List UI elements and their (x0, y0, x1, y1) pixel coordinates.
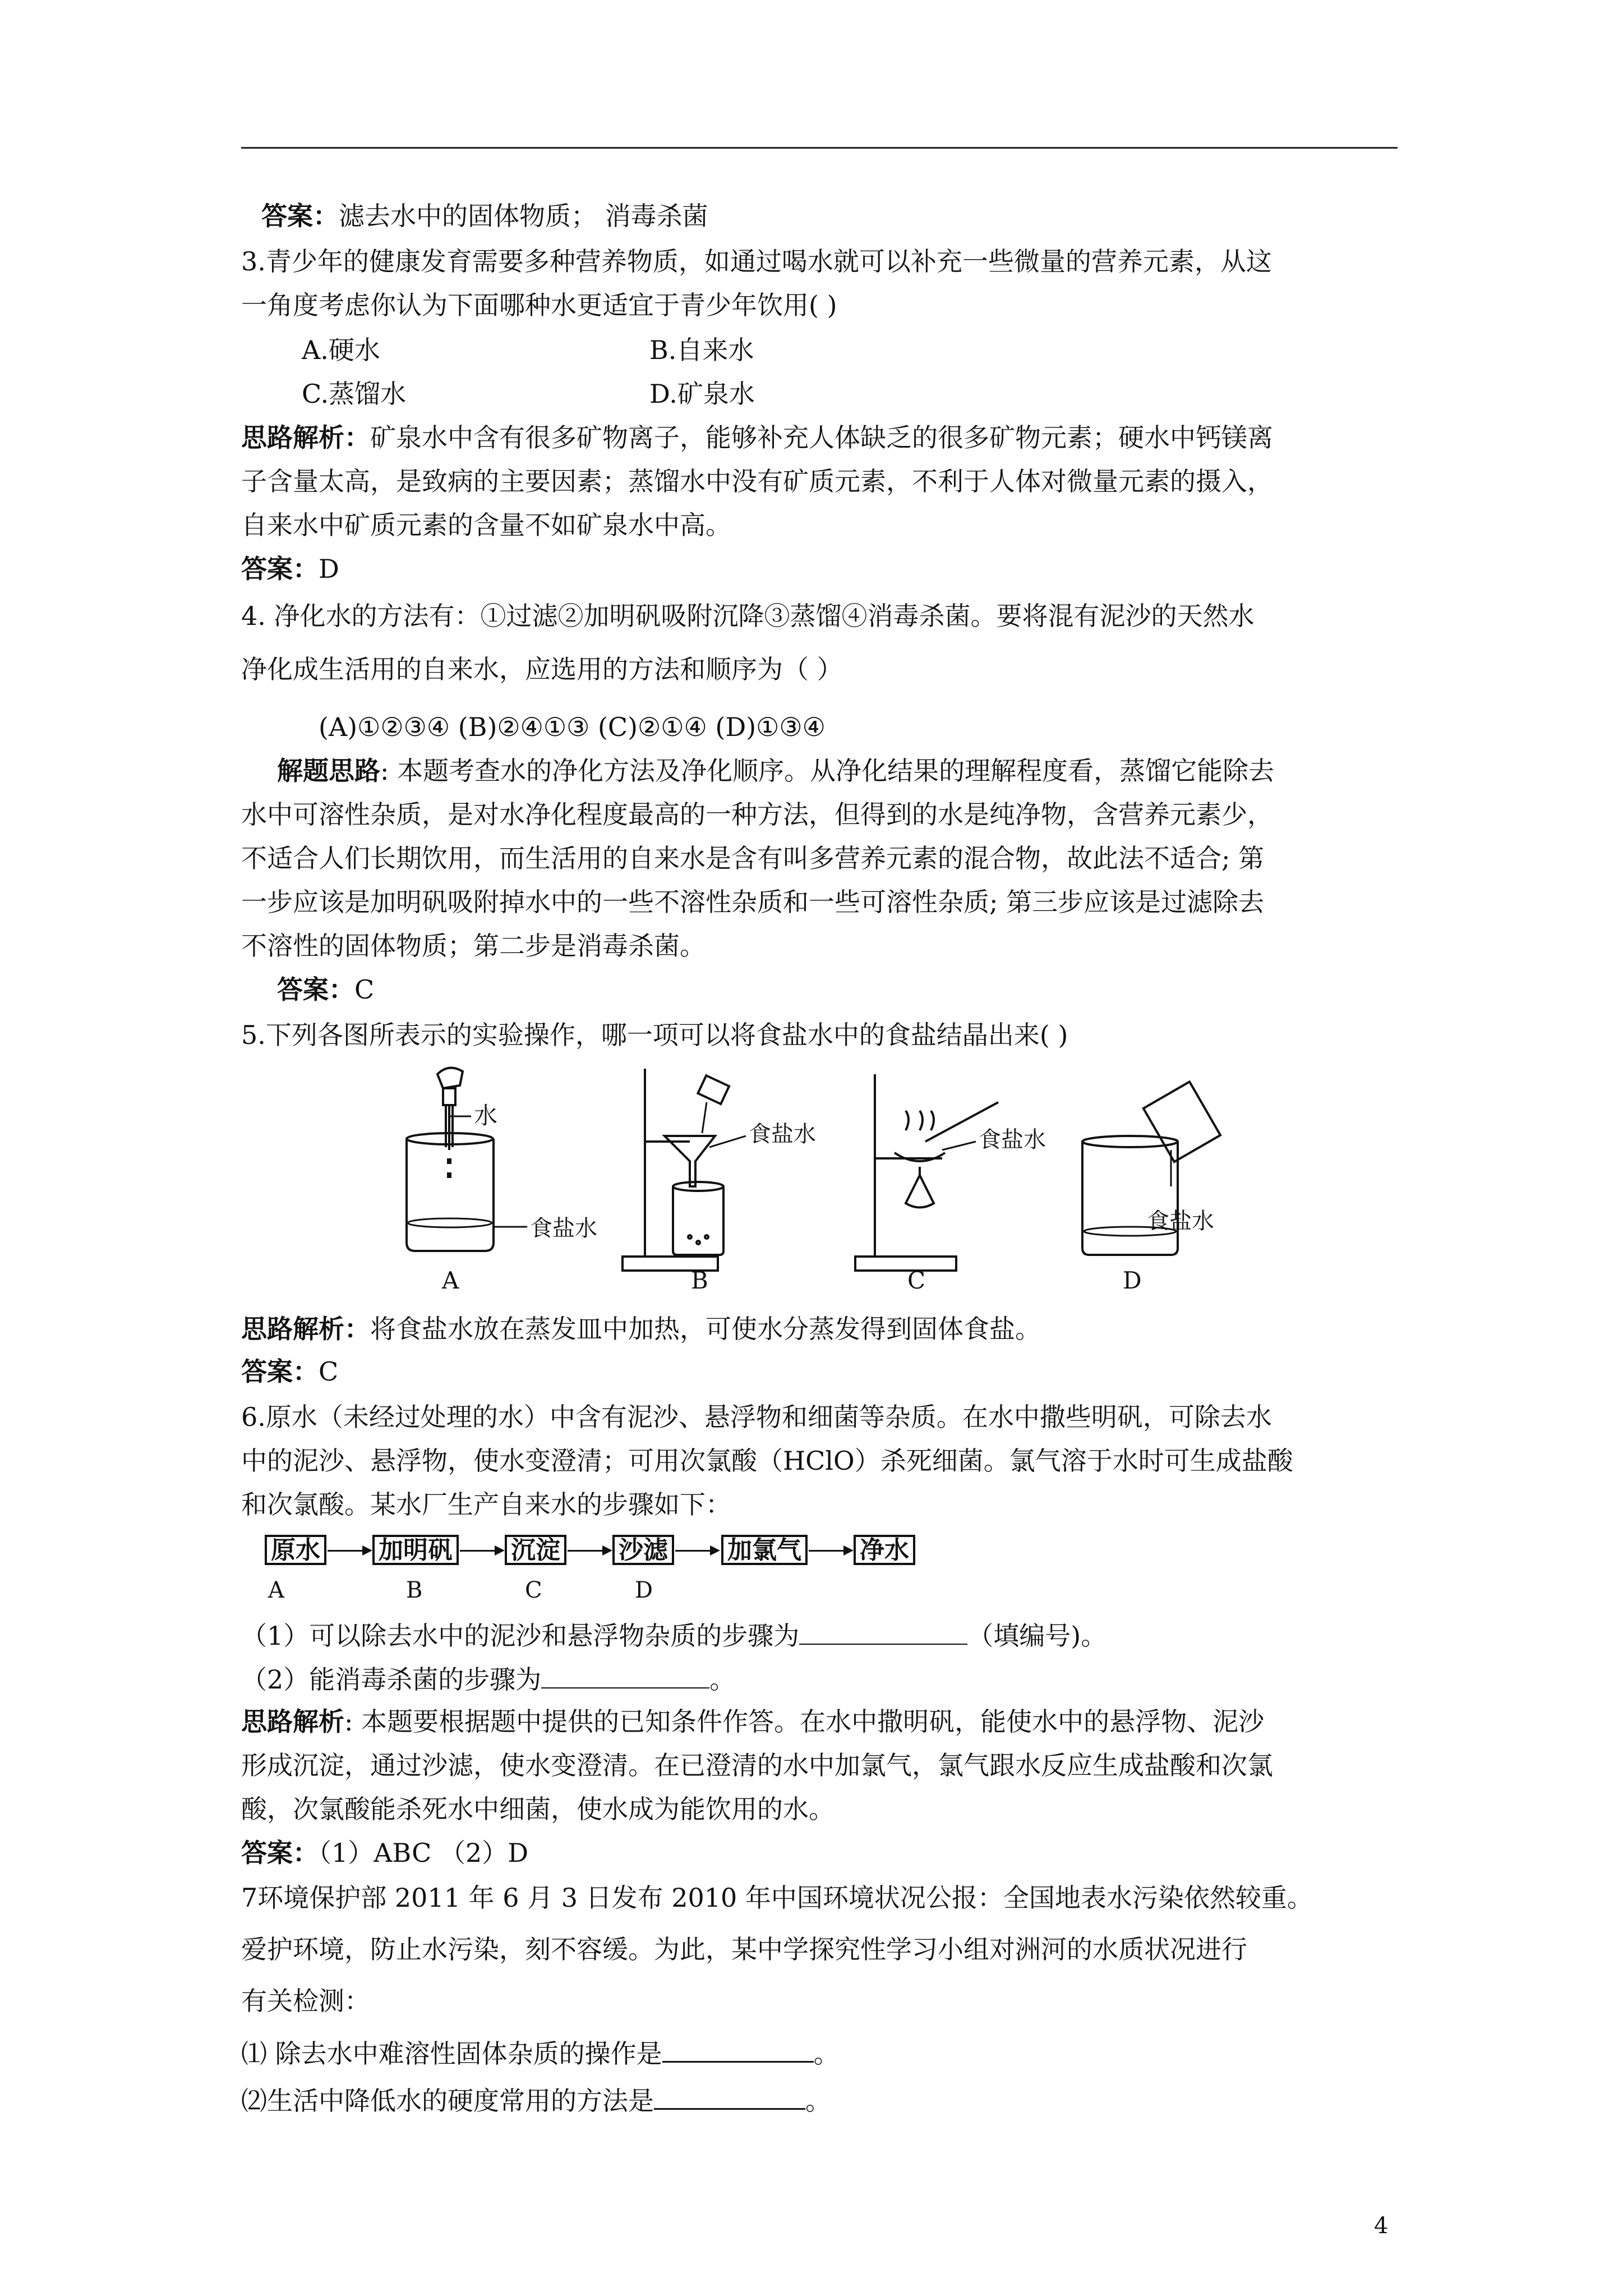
answer-blank[interactable] (541, 1665, 709, 1688)
answer-blank[interactable] (654, 2086, 805, 2110)
q4-analysis-line3: 不适合人们长期饮用，而生活用的自来水是含有叫多营养元素的混合物，故此法不适合; 第 (241, 843, 1265, 873)
figure-label-c: C (907, 1267, 926, 1293)
figure-a-water-label: 水 (474, 1102, 498, 1129)
q4-analysis-line2: 水中可溶性杂质，是对水净化程度最高的一种方法，但得到的水是纯净物，含营养元素少， (241, 799, 1273, 830)
q7-stem-line3: 有关检测： (241, 1986, 370, 2016)
q5-analysis: 思路解析：将食盐水放在蒸发皿中加热，可使水分蒸发得到固体食盐。 (241, 1314, 1041, 1344)
flow-arrow (809, 1550, 851, 1552)
q6-analysis-line1: 思路解析: 本题要根据题中提供的已知条件作答。在水中撒明矾，能使水中的悬浮物、泥沙 (241, 1706, 1265, 1737)
flow-arrow (328, 1550, 370, 1552)
figure-b-saltwater-label: 食盐水 (749, 1121, 816, 1147)
flow-step-settling: 沉淀 (505, 1535, 566, 1565)
q6-sub2: （2）能消毒杀菌的步骤为 。 (241, 1664, 736, 1695)
page-number: 4 (1374, 2213, 1389, 2239)
answer-blank[interactable] (662, 2039, 814, 2063)
figure-a-beaker (407, 1133, 494, 1251)
experiment-figure (359, 1057, 1234, 1293)
q3-answer: 答案：D (241, 554, 339, 584)
flow-label-c: C (525, 1577, 542, 1603)
figure-c-evaporation (855, 1074, 998, 1271)
q5-answer: 答案：C (241, 1356, 339, 1387)
q6-stem-line3: 和次氯酸。某水厂生产自来水的步骤如下： (241, 1489, 731, 1520)
flow-step-clean-water: 净水 (854, 1535, 915, 1565)
q4-stem-line2: 净化成生活用的自来水，应选用的方法和顺序为（ ） (241, 654, 843, 684)
q6-answer: 答案：（1）ABC （2）D (241, 1838, 529, 1868)
flow-step-add-alum: 加明矾 (372, 1535, 459, 1565)
q3-option-d: D.矿泉水 (649, 379, 755, 409)
header-rule (241, 147, 1398, 149)
q3-option-c: C.蒸馏水 (302, 379, 407, 409)
figure-label-a: A (442, 1267, 459, 1293)
flow-arrow (460, 1550, 502, 1552)
q4-analysis-line1: 解题思路: 本题考查水的净化方法及净化顺序。从净化结果的理解程度看，蒸馏它能除去 (277, 756, 1275, 786)
q7-sub1: ⑴ 除去水中难溶性固体杂质的操作是 。 (241, 2039, 840, 2069)
q5-stem: 5.下列各图所表示的实验操作，哪一项可以将食盐水中的食盐结晶出来( ) (241, 1020, 1068, 1050)
figure-d-saltwater-label: 食盐水 (1147, 1208, 1214, 1234)
q7-stem-line2: 爱护环境，防止水污染，刻不容缓。为此，某中学探究性学习小组对洲河的水质状况进行 (241, 1934, 1247, 1964)
q6-sub1: （1）可以除去水中的泥沙和悬浮物杂质的步骤为 （填编号)。 (241, 1621, 1107, 1651)
q3-analysis-line1: 思路解析：矿泉水中含有很多矿物离子，能够补充人体缺乏的很多矿物元素；硬水中钙镁离 (241, 422, 1273, 453)
flow-step-raw-water: 原水 (265, 1535, 326, 1565)
q4-analysis-line5: 不溶性的固体物质；第二步是消毒杀菌。 (241, 931, 706, 961)
flow-label-a: A (268, 1577, 284, 1603)
figure-a-saltwater-label: 食盐水 (530, 1216, 597, 1241)
q6-analysis-line2: 形成沉淀，通过沙滤，使水变澄清。在已澄清的水中加氯气，氯气跟水反应生成盐酸和次氯 (241, 1750, 1273, 1780)
q6-stem-line2: 中的泥沙、悬浮物，使水变澄清；可用次氯酸（HClO）杀死细菌。氯气溶于水时可生成盐酸 (241, 1446, 1293, 1476)
q4-analysis-line4: 一步应该是加明矾吸附掉水中的一些不溶性杂质和一些可溶性杂质; 第三步应该是过滤除去 (241, 887, 1265, 917)
flow-step-sand-filter: 沙滤 (612, 1535, 674, 1565)
figure-label-b: B (691, 1267, 708, 1293)
q3-option-b: B.自来水 (649, 335, 754, 365)
flow-step-add-chlorine: 加氯气 (721, 1535, 808, 1565)
flow-label-b: B (406, 1577, 423, 1603)
q3-option-a: A.硬水 (302, 335, 380, 365)
q4-stem-line1: 4. 净化水的方法有：①过滤②加明矾吸附沉降③蒸馏④消毒杀菌。要将混有泥沙的天然水 (241, 601, 1255, 631)
q7-stem-line1: 7环境保护部 2011 年 6 月 3 日发布 2010 年中国环境状况公报：全国地表水污染依然较重。 (241, 1883, 1313, 1913)
flow-label-d: D (635, 1577, 653, 1603)
flow-arrow (675, 1550, 718, 1552)
prev-answer: 答案：滤去水中的固体物质； 消毒杀菌 (261, 201, 708, 231)
flow-arrow (568, 1550, 610, 1552)
q7-sub2: ⑵生活中降低水的硬度常用的方法是 。 (241, 2086, 831, 2116)
figure-a-dropper (437, 1068, 463, 1178)
q4-options: (A)①②③④ (B)②④①③ (C)②①④ (D)①③④ (319, 712, 826, 742)
figure-c-saltwater-label: 食盐水 (979, 1127, 1046, 1153)
figure-b-stand (623, 1069, 729, 1271)
answer-blank[interactable] (799, 1621, 967, 1645)
q3-stem-line1: 3.青少年的健康发育需要多种营养物质，如通过喝水就可以补充一些微量的营养元素，从这 (241, 246, 1272, 277)
figure-label-d: D (1123, 1267, 1142, 1293)
q4-answer: 答案：C (277, 974, 375, 1005)
q6-stem-line1: 6.原水（未经过处理的水）中含有泥沙、悬浮物和细菌等杂质。在水中撒些明矾，可除去水 (241, 1402, 1272, 1432)
q3-stem-line2: 一角度考虑你认为下面哪种水更适宜于青少年饮用( ) (241, 290, 837, 320)
q3-analysis-line3: 自来水中矿质元素的含量不如矿泉水中高。 (241, 510, 731, 540)
q6-analysis-line3: 酸，次氯酸能杀死水中细菌，使水成为能饮用的水。 (241, 1794, 834, 1824)
q3-analysis-line2: 子含量太高，是致病的主要因素；蒸馏水中没有矿质元素，不利于人体对微量元素的摄入， (241, 466, 1273, 496)
